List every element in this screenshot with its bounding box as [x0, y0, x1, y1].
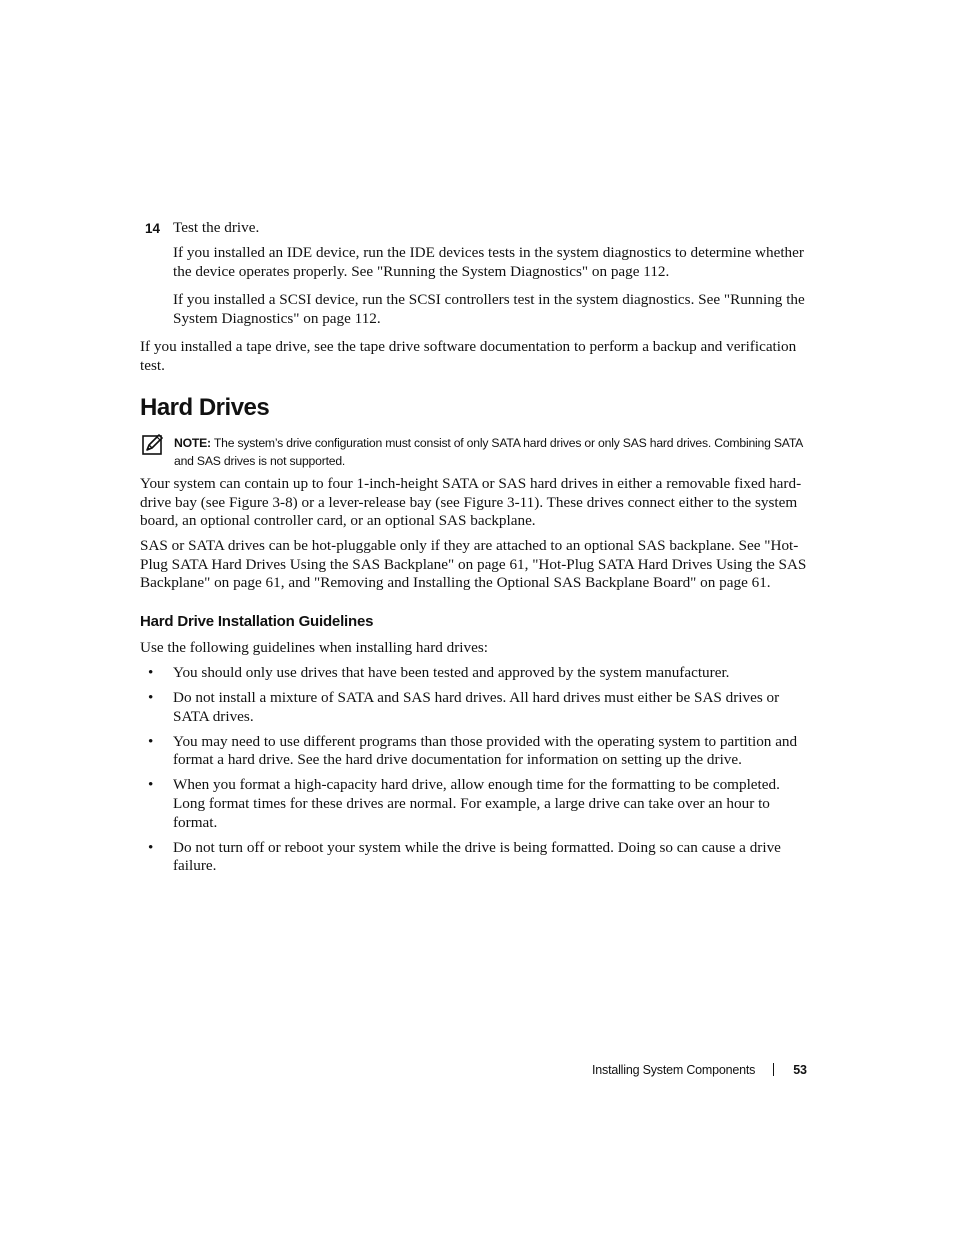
footer-divider: [773, 1063, 774, 1076]
footer-chapter-title: Installing System Components: [592, 1063, 756, 1077]
list-item: [140, 776, 813, 832]
list-item-text: You should only use drives that have been tested and approved by the system manufacturer.: [173, 664, 730, 681]
section-heading: Hard Drives: [140, 394, 270, 421]
list-item: [140, 839, 813, 876]
step-number: 14: [145, 221, 161, 236]
list-item: [140, 664, 813, 683]
page-number: 53: [793, 1063, 807, 1077]
bullet-icon: •: [148, 689, 154, 707]
list-item-text: Do not turn off or reboot your system while the drive is being formatted. Doing so can cause a drive failure.: [173, 838, 781, 875]
tape-drive-paragraph: If you installed a tape drive, see the tape drive software documentation to perform a backup and verification test.: [140, 338, 797, 374]
hard-drive-capacity-paragraph: Your system can contain up to four 1-inch-height SATA or SAS hard drives in either a removable fixed hard-drive bay (see Figure 3-8) or a lever-release bay (see Figure 3-11). These drives connect either to the system board, an optional controller card, or an optional SAS backplane.: [140, 475, 802, 530]
list-item: [140, 733, 813, 770]
list-item: [140, 689, 813, 726]
step-paragraph-scsi: If you installed a SCSI device, run the SCSI controllers test in the system diagnostics. See "Running the System Diagnostics" on page 112.: [173, 291, 805, 327]
hot-plug-paragraph: SAS or SATA drives can be hot-pluggable only if they are attached to an optional SAS backplane. See "Hot-Plug SATA Hard Drives Using the SAS Backplane" on page 61, "Hot-Plug SATA Hard Drives Using the SAS Backplane" on page 61, and "Removing and Installing the Optional SAS Backplane Board" on page 61.: [140, 537, 807, 592]
note-text: The system’s drive configuration must consist of only SATA hard drives or only SAS hard drives. Combining SATA and SAS drives is not supported.: [174, 436, 803, 468]
bullet-icon: •: [148, 664, 154, 681]
guidelines-intro: Use the following guidelines when installing hard drives:: [140, 639, 488, 656]
note-label: NOTE:: [174, 436, 211, 450]
step-paragraph-ide: If you installed an IDE device, run the IDE devices tests in the system diagnostics to determine whether the device operates properly. See "Running the System Diagnostics" on page 112.: [173, 244, 804, 280]
page-footer: [592, 1061, 807, 1079]
pencil-note-icon: [142, 433, 164, 455]
note-box: [174, 434, 824, 470]
list-item-text: You may need to use different programs than those provided with the operating system to partition and format a hard drive. See the hard drive documentation for information on setting up the drive.: [173, 732, 798, 769]
bullet-icon: •: [148, 732, 154, 750]
step-text: Test the drive.: [173, 219, 260, 236]
bullet-icon: •: [148, 776, 154, 794]
bullet-icon: •: [148, 838, 154, 856]
guidelines-list: [140, 664, 830, 882]
list-item-text: When you format a high-capacity hard drive, allow enough time for the formatting to be completed. Long format times for these drives are normal. For example, a large drive can take over an hour to format.: [173, 776, 780, 831]
subsection-heading: Hard Drive Installation Guidelines: [140, 613, 374, 630]
list-item-text: Do not install a mixture of SATA and SAS hard drives. All hard drives must either be SAS drives or SATA drives.: [173, 689, 780, 725]
